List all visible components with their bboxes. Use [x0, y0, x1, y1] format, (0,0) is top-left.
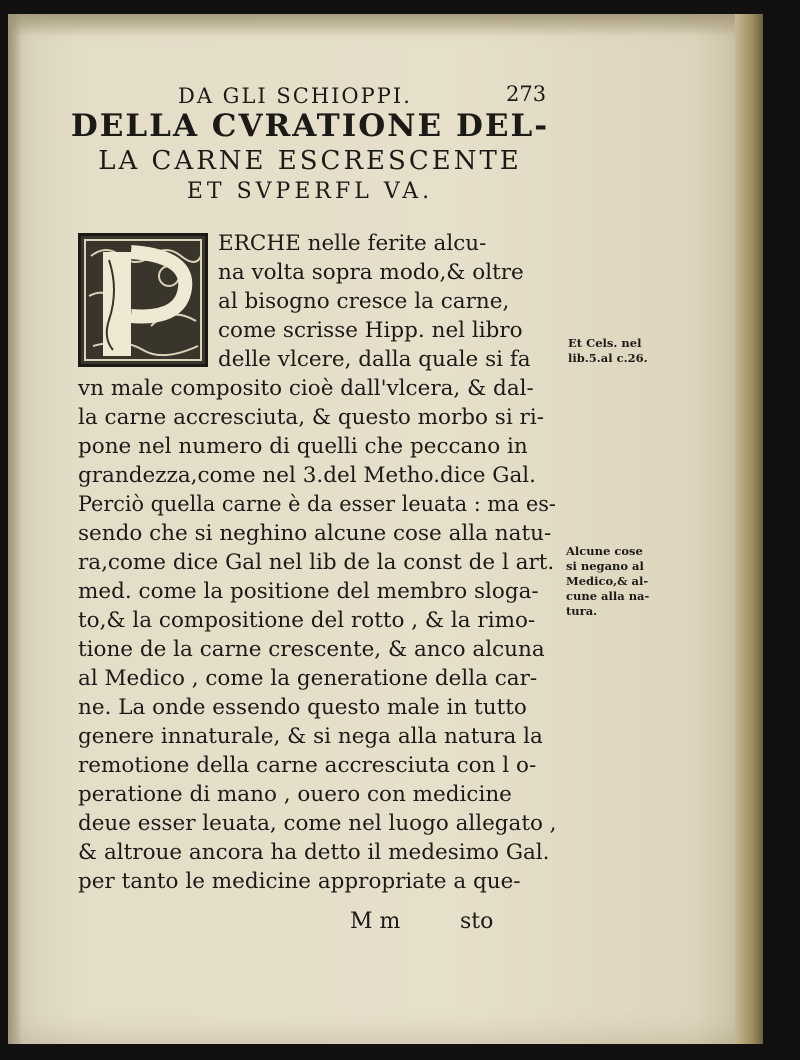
marginal-note-line: lib.5.al c.26.: [568, 351, 648, 365]
text-line: al bisogno cresce la carne,: [218, 289, 510, 314]
text-line: remotione della carne accresciuta con l o-: [78, 753, 537, 778]
page-number: 273: [506, 82, 547, 106]
text-line: ERCHE nelle ferite alcu-: [218, 231, 487, 256]
marginal-note-line: cune alla na-: [566, 589, 650, 603]
page-shadow-top: [8, 14, 752, 36]
signature-mark: M m: [350, 909, 401, 934]
text-line: peratione di mano , ouero con medicine: [78, 782, 512, 807]
marginal-note-line: si negano al: [566, 559, 644, 573]
text-line: & altroue ancora ha detto il medesimo Gal.: [78, 840, 550, 865]
marginal-note: [566, 544, 649, 619]
text-line: pone nel numero di quelli che peccano in: [78, 434, 528, 459]
text-line: genere innaturale, & si nega alla natura la: [78, 724, 543, 749]
text-line: Perciò quella carne è da esser leuata : ma es-: [78, 492, 556, 517]
marginal-note-line: Et Cels. nel: [568, 336, 642, 350]
catchline: [350, 909, 560, 934]
text-line: per tanto le medicine appropriate a que-: [78, 869, 521, 894]
catchword: sto: [460, 909, 494, 934]
chapter-title-line-1: DELLA CVRATIONE DEL-: [70, 108, 550, 144]
marginal-note-line: Alcune cose: [566, 544, 643, 558]
text-line: ne. La onde essendo questo male in tutto: [78, 695, 527, 720]
running-head: DA GLI SCHIOPPI.: [178, 84, 412, 108]
text-line: na volta sopra modo,& oltre: [218, 260, 524, 285]
marginal-note-line: Medico,& al-: [566, 574, 649, 588]
decorated-initial-p-icon: [78, 233, 208, 367]
text-line: la carne accresciuta, & questo morbo si ri-: [78, 405, 544, 430]
text-line: al Medico , come la generatione della car-: [78, 666, 538, 691]
text-line: to,& la compositione del rotto , & la rimo-: [78, 608, 536, 633]
text-line: sendo che si neghino alcune cose alla natu-: [78, 521, 552, 546]
marginal-note: [568, 336, 648, 366]
page-shadow-gutter: [8, 14, 22, 1044]
marginal-note-line: tura.: [566, 604, 598, 618]
text-line: deue esser leuata, come nel luogo allegato ,: [78, 811, 557, 836]
text-line: vn male composito cioè dall'vlcera, & dal-: [78, 376, 534, 401]
text-line: grandezza,come nel 3.del Metho.dice Gal.: [78, 463, 536, 488]
text-line: tione de la carne crescente, & anco alcuna: [78, 637, 545, 662]
text-line: ra,come dice Gal nel lib de la const de l art.: [78, 550, 555, 575]
chapter-title: [70, 108, 550, 206]
page-fore-edge: [735, 14, 763, 1044]
text-line: delle vlcere, dalla quale si fa: [218, 347, 531, 372]
text-line: med. come la positione del membro sloga-: [78, 579, 539, 604]
text-line: come scrisse Hipp. nel libro: [218, 318, 523, 343]
chapter-title-line-3: ET SVPERFL VA.: [186, 179, 434, 204]
chapter-title-line-2: LA CARNE ESCRESCENTE: [98, 146, 522, 176]
